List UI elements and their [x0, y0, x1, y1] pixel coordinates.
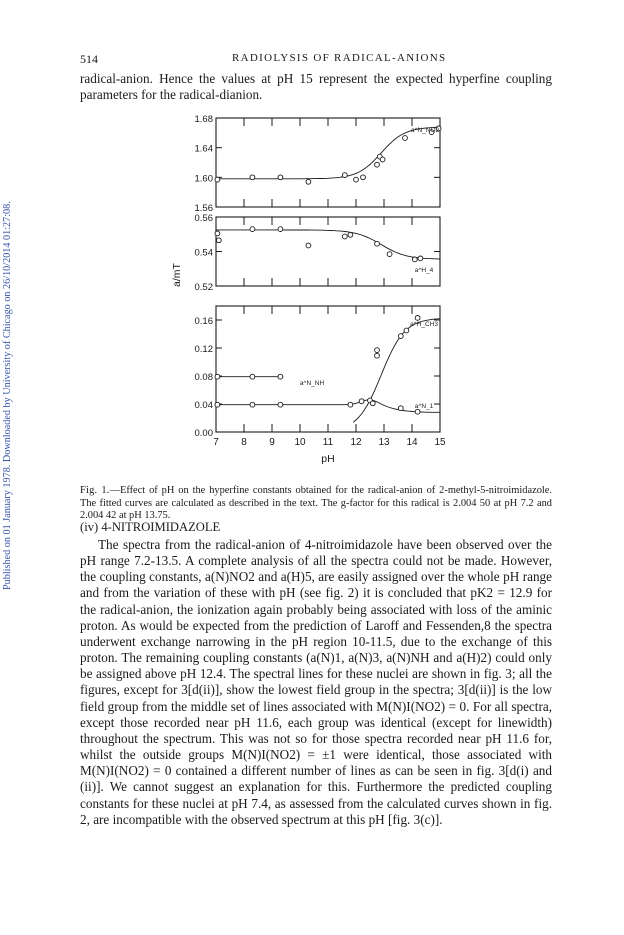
- data-point: [359, 399, 364, 404]
- data-point: [216, 238, 221, 243]
- download-watermark-text: Published on 01 January 1978. Downloaded by University of Chicago on 26/10/2014 01:27:08.: [2, 201, 13, 590]
- data-point: [398, 334, 403, 339]
- panel-frame: [216, 217, 440, 286]
- data-point: [412, 257, 417, 262]
- x-axis-label: pH: [321, 453, 335, 465]
- data-point: [398, 406, 403, 411]
- x-tick-label: 7: [213, 437, 219, 448]
- data-point: [348, 232, 353, 237]
- data-point: [375, 241, 380, 246]
- body-paragraph: The spectra from the radical-anion of 4-nitroimidazole have been observed over the pH range 7.2-13.5. A complete analysis of all the spectra could not be made. However, the coupling constants, a(N)NO2 and a(H)5, are easily assigned over the whole pH range and from the variation of these with pH (see fig. 2) it is concluded that pK2 = 12.9 for the radical-anion, the ionization again probably being associated with loss of the aminic proton. As would be expected from the prediction of Laroff and Fessenden,8 the spectra underwent exchange narrowing in the pH region 10-11.5, due to the exchange of this proton. The remaining coupling constants (a(N)1, a(N)3, a(N)NH and a(H)2) could only be assigned above pH 12.4. The spectral lines for these nuclei are shown in fig. 3; all the figures, except for 3[d(ii)], show the lowest field group in the spectra; 3[d(ii)] is the low field group from the middle set of lines associated with M(N)I(NO2) = 0. For all spectra, except those recorded near pH 11.6, each group was identical (except for linewidth) throughout the spectrum. This was not so for those spectra recorded near pH 11.6 for, whilst the outside groups M(N)I(NO2) = ±1 were identical, those associated with M(N)I(NO2) = 0 contained a different number of lines as can be seen in fig. 3[d(i) and (ii)]. We cannot suggest an explanation for this. Furthermore the predicted coupling constants for these nuclei at pH 7.4, as assessed from the calculated curves shown in fig. 2, are incompatible with the observed spectrum at this pH [fig. 3(c)].: [80, 537, 552, 827]
- figure-1: [160, 110, 480, 472]
- page-number: 514: [80, 52, 98, 66]
- y-tick-label: 1.68: [194, 114, 213, 125]
- curve-label-ach3: a^H_CH3: [410, 321, 438, 328]
- data-point: [370, 401, 375, 406]
- data-point: [404, 328, 409, 333]
- y-axis-label: a/mT: [171, 263, 183, 287]
- data-point: [215, 177, 220, 182]
- data-point: [348, 402, 353, 407]
- panel-frame: [216, 306, 440, 432]
- data-point: [342, 173, 347, 178]
- data-point: [306, 179, 311, 184]
- curve-label-a4: a^H_4: [414, 267, 434, 274]
- data-point: [418, 256, 423, 261]
- data-point: [215, 374, 220, 379]
- data-point: [278, 227, 283, 232]
- data-point: [215, 231, 220, 236]
- data-point: [375, 348, 380, 353]
- x-tick-label: 15: [434, 437, 446, 448]
- data-point: [361, 175, 366, 180]
- data-point: [278, 402, 283, 407]
- data-point: [250, 175, 255, 180]
- data-point: [415, 316, 420, 321]
- data-point: [342, 234, 347, 239]
- data-point: [250, 227, 255, 232]
- data-point: [250, 402, 255, 407]
- data-point: [250, 374, 255, 379]
- section-heading-text: (iv) 4-NITROIMIDAZOLE: [80, 520, 221, 534]
- data-point: [415, 409, 420, 414]
- curve-label-a1: a^N_1: [414, 403, 434, 410]
- x-tick-label: 10: [294, 437, 306, 448]
- fit-curve-a1: [216, 400, 440, 413]
- data-point: [375, 162, 380, 167]
- y-tick-label: 1.64: [194, 143, 213, 155]
- data-point: [306, 243, 311, 248]
- x-tick-label: 11: [322, 437, 334, 448]
- body-text: [80, 537, 552, 828]
- caption-text: —Effect of pH on the hyperfine constants obtained for the radical-anion of 2-methyl-5-nitroimidazole. The fitted curves are calculated as described in the text. The g-factor for this radical is 2.004 50 at pH 7.2 and 2.004 42 at pH 13.75.: [80, 485, 552, 521]
- data-point: [375, 353, 380, 358]
- continued-paragraph: radical-anion. Hence the values at pH 15 represent the expected hyperfine coupling parameters for the radical-dianion.: [80, 71, 552, 102]
- y-tick-label: 0.12: [194, 344, 213, 355]
- y-tick-label: 0.00: [194, 428, 213, 439]
- y-tick-label: 1.56: [194, 203, 213, 214]
- panel-frame: [216, 118, 440, 207]
- y-tick-label: 0.04: [194, 400, 213, 411]
- y-tick-label: 0.56: [194, 213, 213, 224]
- figure-1-chart: [160, 110, 480, 472]
- caption-label: Fig. 1.: [80, 485, 110, 496]
- data-point: [380, 157, 385, 162]
- y-tick-label: 0.08: [194, 372, 213, 383]
- x-tick-label: 8: [241, 437, 247, 448]
- y-tick-label: 0.54: [194, 247, 213, 259]
- data-point: [403, 136, 408, 141]
- x-tick-label: 12: [350, 437, 362, 448]
- data-point: [278, 175, 283, 180]
- curve-label-a-no2: a^N_NO2: [410, 127, 440, 134]
- fit-curve-a-no2: [216, 127, 440, 179]
- section-heading: [80, 520, 220, 535]
- download-watermark: [2, 150, 18, 590]
- y-tick-label: 0.52: [194, 282, 213, 293]
- x-tick-label: 9: [269, 437, 275, 448]
- running-title: RADIOLYSIS OF RADICAL-ANIONS: [232, 52, 447, 64]
- x-tick-label: 13: [378, 437, 390, 448]
- figure-caption: [80, 485, 552, 523]
- fit-curve-a4: [216, 230, 440, 259]
- data-point: [354, 177, 359, 182]
- curve-label-anh: a^N_NH: [299, 380, 325, 387]
- data-point: [278, 374, 283, 379]
- y-tick-label: 1.60: [194, 173, 213, 185]
- x-tick-label: 14: [406, 437, 418, 448]
- data-point: [387, 252, 392, 257]
- data-point: [215, 402, 220, 407]
- y-tick-label: 0.16: [194, 316, 213, 327]
